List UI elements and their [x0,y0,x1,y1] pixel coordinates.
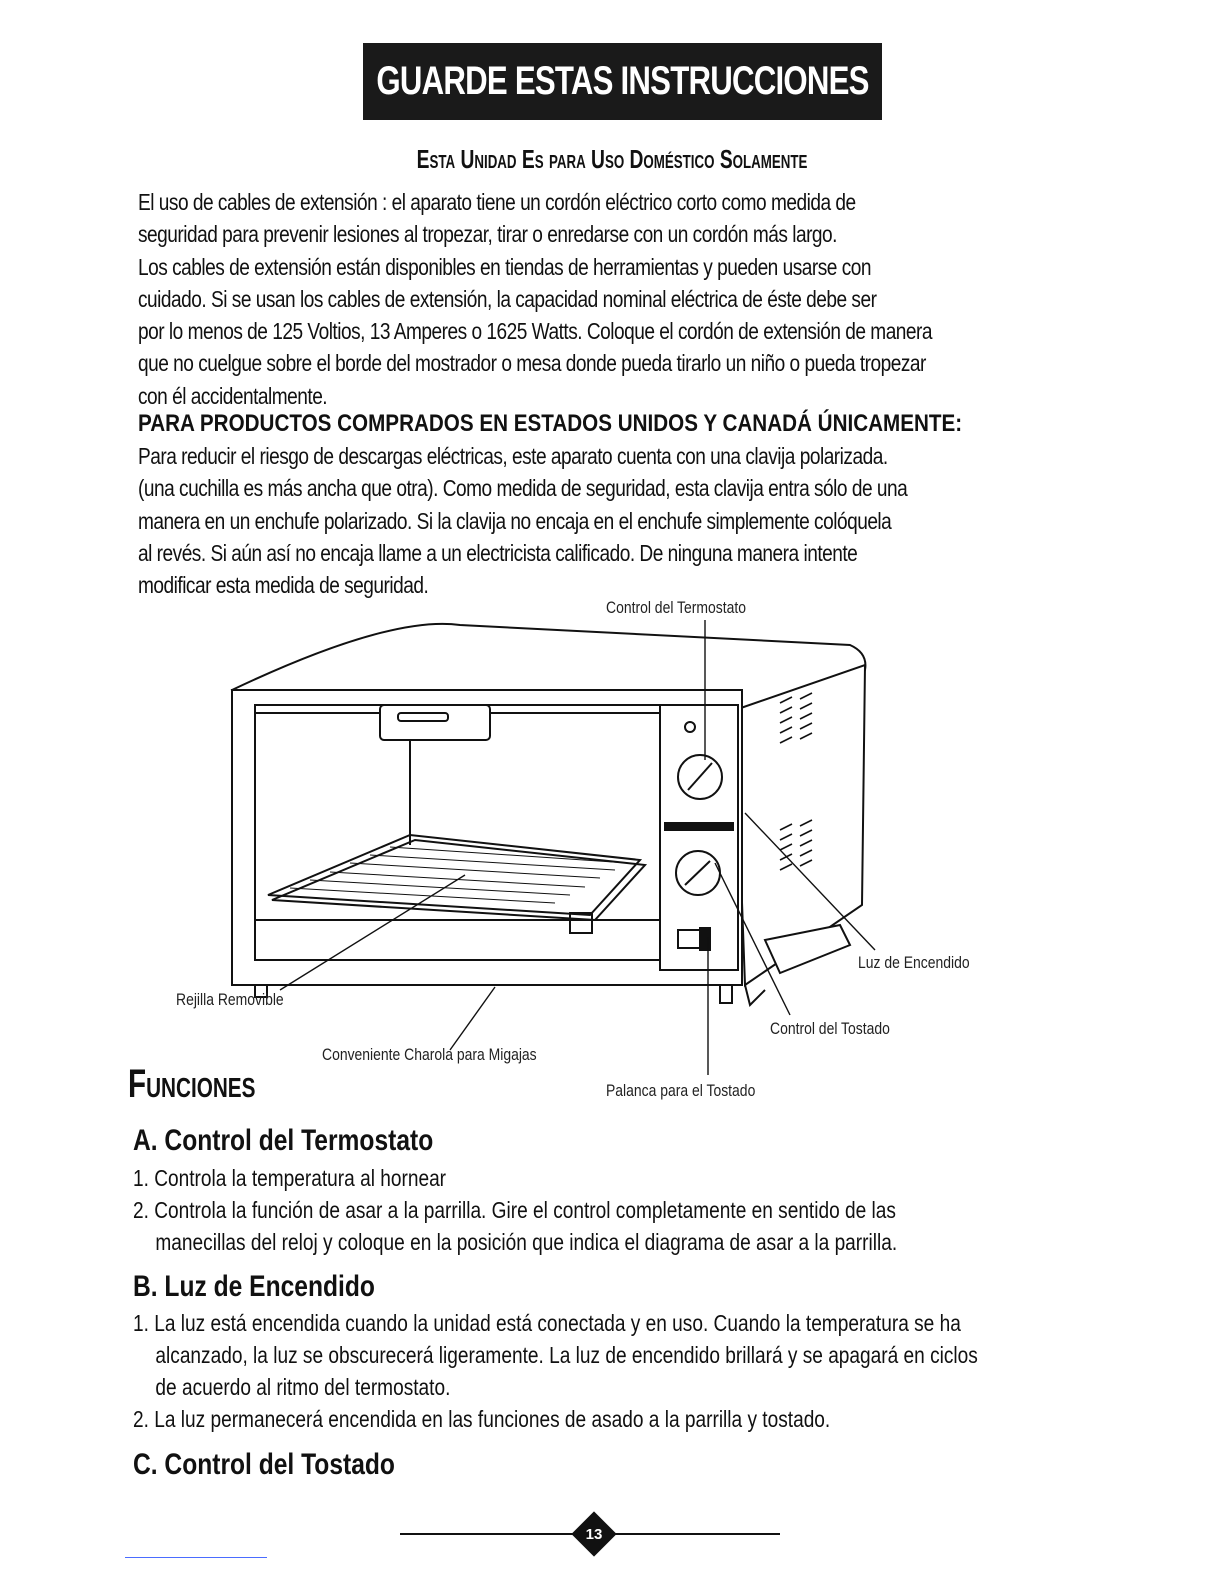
intro-paragraph [138,186,1138,412]
list-item-continuation: manecillas del reloj y coloque en la posición que indica el diagrama de asar a la parrilla. [155,1229,898,1255]
list-item: 2. La luz permanecerá encendida en las funciones de asado a la parrilla y tostado. [133,1406,831,1432]
list-item: 2. Controla la función de asar a la parrilla. Gire el control completamente en sentido de las [133,1197,896,1223]
page-banner [363,43,882,120]
polarized-heading: PARA PRODUCTOS COMPRADOS EN ESTADOS UNIDOS Y CANADÁ ÚNICAMENTE: [138,410,963,437]
polarized-line: modificar esta medida de seguridad. [138,572,429,599]
intro-line: seguridad para prevenir lesiones al tropezar, tirar o enredarse con un cordón más largo. [138,221,837,248]
subtitle [0,144,1224,175]
section-a-title: A. Control del Termostato [133,1124,434,1157]
label-toast-control: Control del Tostado [770,1019,890,1038]
label-toast-lever: Palanca para el Tostado [606,1081,756,1100]
polarized-line: manera en un enchufe polarizado. Si la clavija no encaja en el enchufe simplemente colóquela [138,507,892,534]
intro-line: que no cuelgue sobre el borde del mostrador o mesa donde pueda tirarlo un niño o pueda tropezar [138,350,926,377]
functions-title: Funciones [128,1062,256,1106]
list-item-continuation: alcanzado, la luz se obscurecerá ligeramente. La luz de encendido brillará y se apagará en ciclos [155,1342,978,1368]
list-item-continuation: de acuerdo al ritmo del termostato. [155,1374,451,1400]
intro-line: El uso de cables de extensión : el aparato tiene un cordón eléctrico corto como medida de [138,189,856,215]
polarized-line: (una cuchilla es más ancha que otra). Como medida de seguridad, esta clavija entra sólo de una [138,475,908,502]
footer-rule-right [608,1533,780,1535]
list-item: 1. Controla la temperatura al hornear [133,1165,447,1191]
label-power-light: Luz de Encendido [858,953,970,972]
subtitle-text: Esta Unidad Es para Uso Doméstico Solamente [416,144,808,174]
label-rack: Rejilla Removible [176,990,284,1009]
intro-line: Los cables de extensión están disponibles en tiendas de herramientas y pueden usarse con [138,253,872,280]
corner-rule [125,1557,267,1558]
toaster-oven-diagram [160,595,1040,1075]
section-b-list [133,1307,1133,1435]
page-number: 13 [585,1525,603,1543]
polarized-paragraph [138,440,1138,601]
intro-line: cuidado. Si se usan los cables de extensión, la capacidad nominal eléctrica de éste debe ser [138,285,877,312]
section-c-title: C. Control del Tostado [133,1448,395,1481]
label-thermostat: Control del Termostato [606,598,746,617]
intro-line: con él accidentalmente. [138,382,328,409]
polarized-line: Para reducir el riesgo de descargas eléctricas, este aparato cuenta con una clavija polarizada. [138,443,888,469]
polarized-line: al revés. Si aún así no encaja llame a un electricista calificado. De ninguna manera intente [138,539,858,566]
section-b-title: B. Luz de Encendido [133,1270,375,1303]
list-item: 1. La luz está encendida cuando la unidad está conectada y en uso. Cuando la temperatura se ha [133,1310,961,1336]
intro-line: por lo menos de 125 Voltios, 13 Amperes o 1625 Watts. Coloque el cordón de extensión de manera [138,318,933,345]
footer-rule-left [400,1533,580,1535]
label-crumb-tray: Conveniente Charola para Migajas [322,1045,537,1064]
section-a-list [133,1162,1133,1258]
banner-text: GUARDE ESTAS INSTRUCCIONES [376,59,869,103]
